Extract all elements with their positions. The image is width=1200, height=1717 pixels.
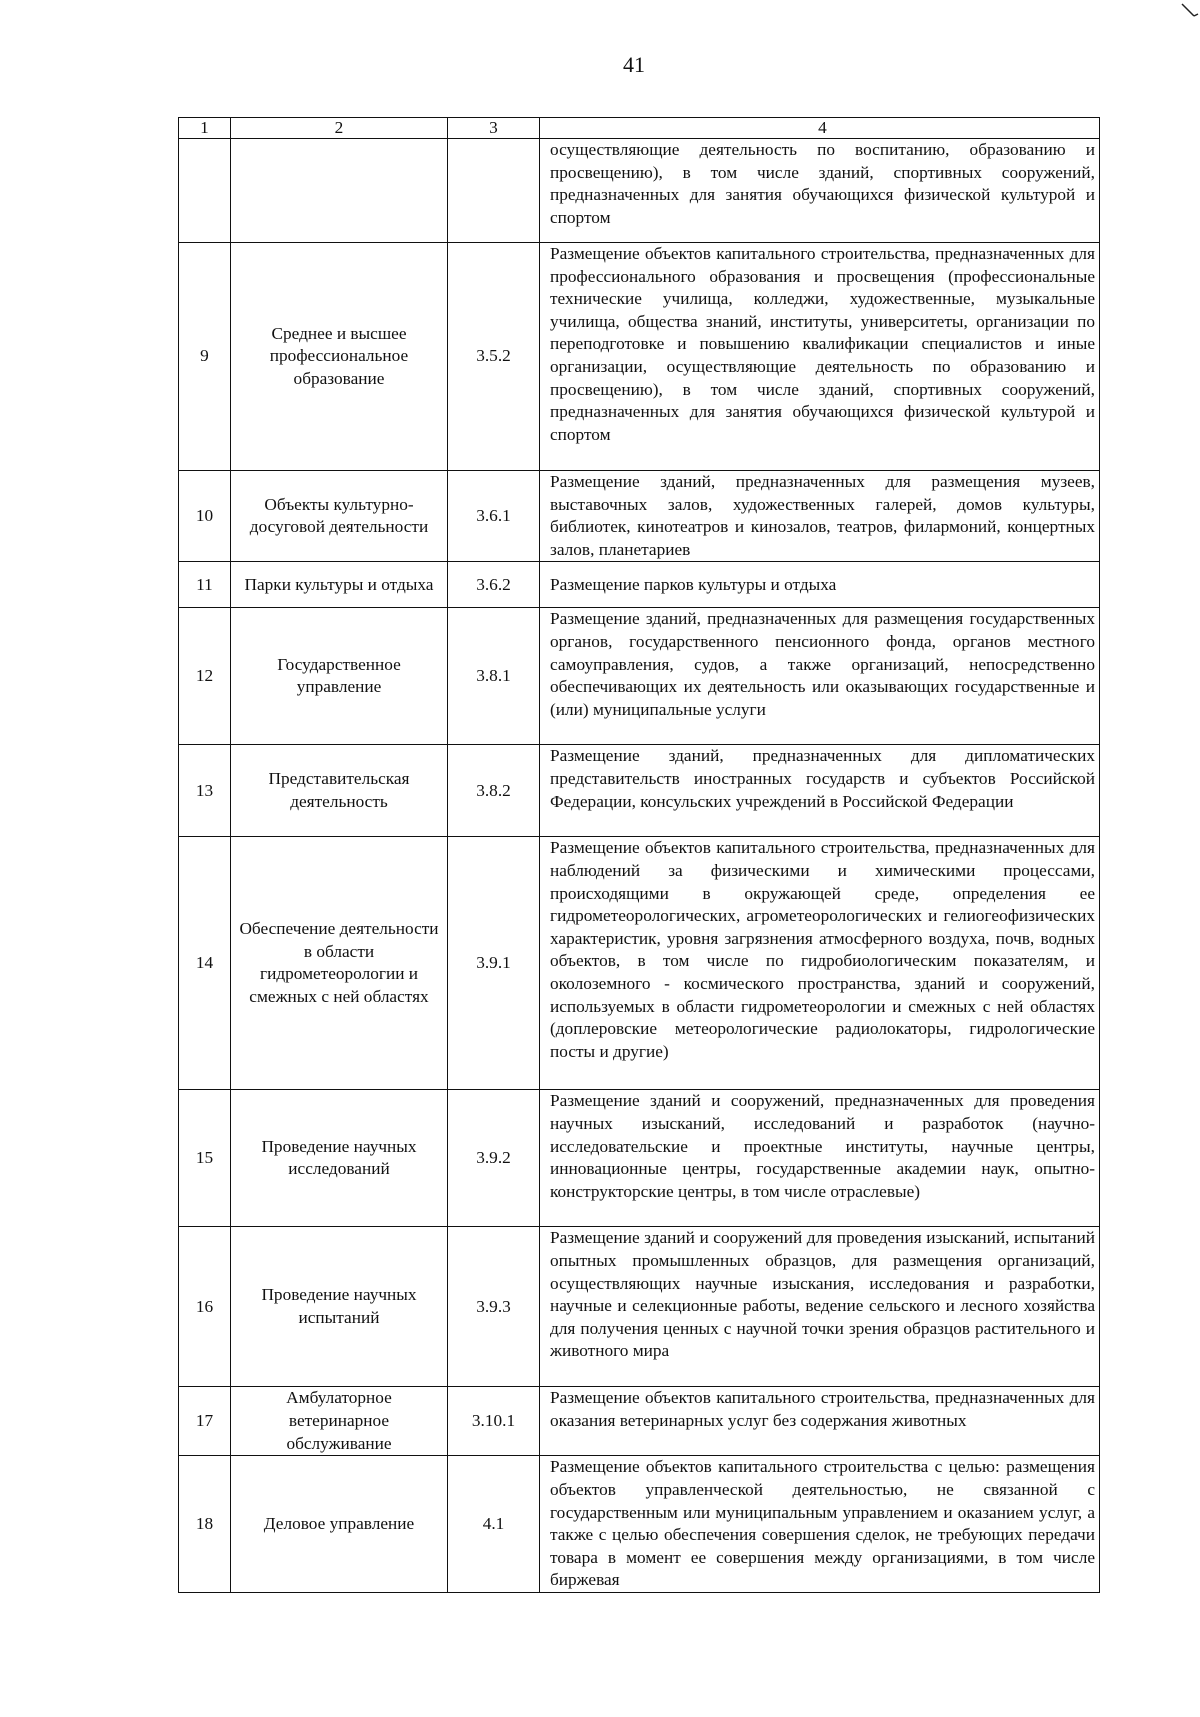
row-description: осуществляющие деятельность по воспитанию, образованию и просвещению), в том числе зданий, спортивных сооружений, предназначенных для занятия обучающихся физической культурой и спортом	[540, 139, 1100, 243]
row-code: 3.5.2	[448, 243, 540, 471]
row-code: 4.1	[448, 1456, 540, 1593]
table-row	[179, 1456, 1100, 1593]
row-description: Размещение зданий, предназначенных для размещения государственных органов, государственного пенсионного фонда, органов местного самоуправления, судов, а также организаций, непосредственно обеспечивающих их деятельность или оказывающих государственные и (или) муниципальные услуги	[540, 608, 1100, 745]
row-description: Размещение объектов капитального строительства с целью: размещения объектов управленческой деятельностью, не связанной с государственным или муниципальным управлением и оказанием услуг, а также с целью обеспечения совершения сделок, не требующих передачи товара в момент ее совершения между организациями, в том числе биржевая	[540, 1456, 1100, 1593]
row-description: Размещение парков культуры и отдыха	[540, 562, 1100, 608]
row-code: 3.8.2	[448, 745, 540, 837]
row-number	[179, 139, 231, 243]
row-description: Размещение объектов капитального строительства, предназначенных для наблюдений за физическими и химическими процессами, происходящими в окружающей среде, определения ее гидрометеорологических, агрометеорологических и гелиогеофизических характеристик, уровня загрязнения атмосферного воздуха, почв, водных объектов, в том числе по гидробиологическим показателям, и околоземного - космического пространства, зданий и сооружений, используемых в области гидрометеорологии и смежных с ней областях (доплеровские метеорологические радиолокаторы, гидрологические посты и другие)	[540, 837, 1100, 1090]
row-code: 3.9.2	[448, 1090, 540, 1227]
row-code: 3.6.1	[448, 471, 540, 562]
row-name: Среднее и высшее профессиональное образование	[231, 243, 448, 471]
row-code: 3.8.1	[448, 608, 540, 745]
row-name: Амбулаторное ветеринарное обслуживание	[231, 1387, 448, 1456]
page-number: 41	[623, 52, 645, 77]
row-name: Объекты культурно-досуговой деятельности	[231, 471, 448, 562]
row-number: 16	[179, 1227, 231, 1387]
row-name: Проведение научных испытаний	[231, 1227, 448, 1387]
row-description: Размещение зданий, предназначенных для размещения музеев, выставочных залов, художественных галерей, домов культуры, библиотек, кинотеатров и кинозалов, театров, филармоний, концертных залов, планетариев	[540, 471, 1100, 562]
row-number: 17	[179, 1387, 231, 1456]
corner-mark-icon	[1178, 0, 1200, 22]
row-code: 3.6.2	[448, 562, 540, 608]
header-col-2: 2	[231, 118, 448, 139]
row-code: 3.9.3	[448, 1227, 540, 1387]
row-name	[231, 139, 448, 243]
row-code: 3.9.1	[448, 837, 540, 1090]
row-number: 12	[179, 608, 231, 745]
header-col-4: 4	[540, 118, 1100, 139]
row-name: Проведение научных исследований	[231, 1090, 448, 1227]
row-number: 10	[179, 471, 231, 562]
row-description: Размещение зданий и сооружений, предназначенных для проведения научных изысканий, исследований и разработок (научно-исследовательские и проектные институты, научные центры, инновационные центры, государственные академии наук, опытно-конструкторские центры, в том числе отраслевые)	[540, 1090, 1100, 1227]
header-col-1: 1	[179, 118, 231, 139]
row-description: Размещение зданий и сооружений для проведения изысканий, испытаний опытных промышленных образцов, для размещения организаций, осуществляющих научные изыскания, исследования и разработки, научные и селекционные работы, ведение сельского и лесного хозяйства для получения ценных с научной точки зрения образцов растительного и животного мира	[540, 1227, 1100, 1387]
row-code: 3.10.1	[448, 1387, 540, 1456]
row-code	[448, 139, 540, 243]
row-number: 13	[179, 745, 231, 837]
row-name: Представительская деятельность	[231, 745, 448, 837]
header-col-3: 3	[448, 118, 540, 139]
table-row	[179, 139, 1100, 243]
table-row	[179, 562, 1100, 608]
row-description: Размещение объектов капитального строительства, предназначенных для профессионального образования и просвещения (профессиональные технические училища, колледжи, художественные, музыкальные училища, общества знаний, институты, университеты, организации по переподготовке и повышению квалификации специалистов и иные организации, осуществляющие деятельность по образованию и просвещению), в том числе зданий, спортивных сооружений, предназначенных для занятия обучающихся физической культурой и спортом	[540, 243, 1100, 471]
table-row	[179, 837, 1100, 1090]
row-name: Парки культуры и отдыха	[231, 562, 448, 608]
table-header-row	[179, 118, 1100, 139]
row-number: 15	[179, 1090, 231, 1227]
row-description: Размещение зданий, предназначенных для дипломатических представительств иностранных государств и субъектов Российской Федерации, консульских учреждений в Российской Федерации	[540, 745, 1100, 837]
row-number: 14	[179, 837, 231, 1090]
row-number: 9	[179, 243, 231, 471]
row-name: Обеспечение деятельности в области гидрометеорологии и смежных с ней областях	[231, 837, 448, 1090]
land-use-table	[178, 117, 1100, 1593]
row-name: Государственное управление	[231, 608, 448, 745]
table-row	[179, 243, 1100, 471]
row-description: Размещение объектов капитального строительства, предназначенных для оказания ветеринарных услуг без содержания животных	[540, 1387, 1100, 1456]
row-number: 11	[179, 562, 231, 608]
table-row	[179, 1090, 1100, 1227]
table-row	[179, 471, 1100, 562]
table-row	[179, 608, 1100, 745]
row-name: Деловое управление	[231, 1456, 448, 1593]
row-number: 18	[179, 1456, 231, 1593]
table-row	[179, 1227, 1100, 1387]
table-row	[179, 1387, 1100, 1456]
table-row	[179, 745, 1100, 837]
